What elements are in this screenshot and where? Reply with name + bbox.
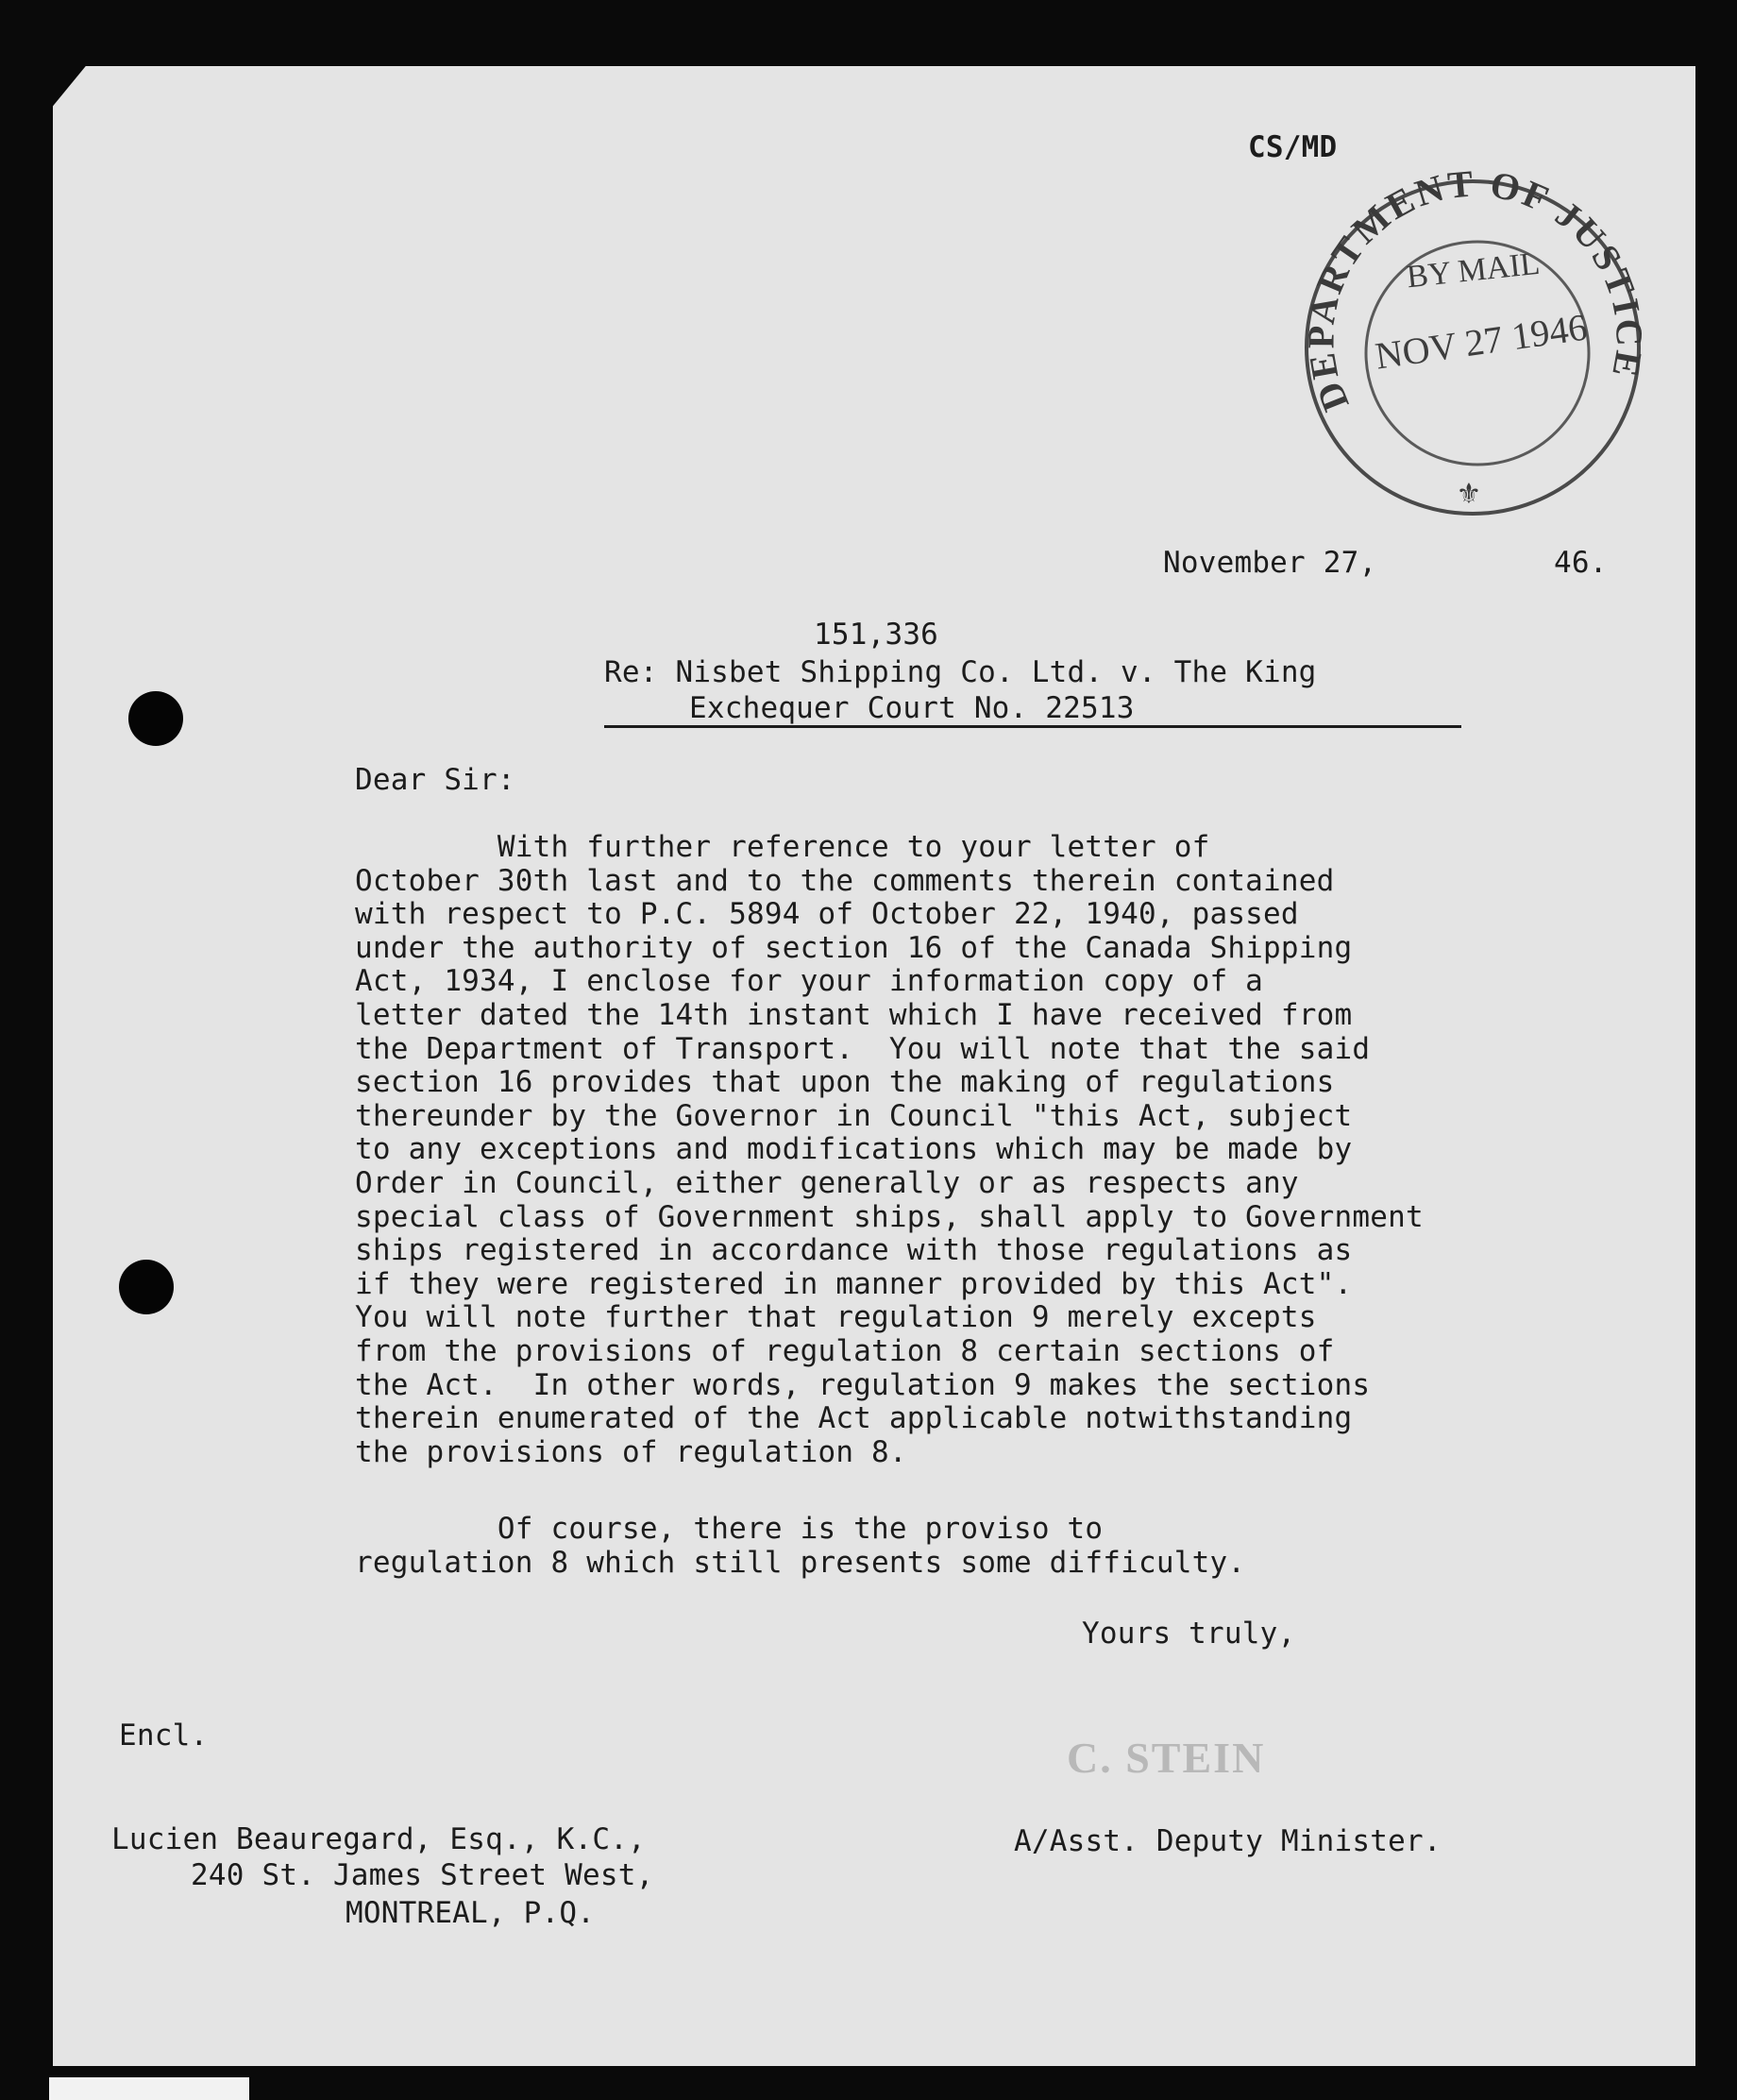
body-line: therein enumerated of the Act applicable notwithstanding bbox=[355, 1401, 1353, 1436]
body-line: section 16 provides that upon the making of regulations bbox=[355, 1065, 1335, 1100]
punch-hole-bottom bbox=[119, 1260, 174, 1314]
body-line: if they were registered in manner provided by this Act". bbox=[355, 1266, 1353, 1301]
body-line: under the authority of section 16 of the Canada Shipping bbox=[355, 930, 1353, 965]
court-line: Exchequer Court No. 22513 bbox=[689, 691, 1135, 725]
body-line: October 30th last and to the comments therein contained bbox=[355, 863, 1335, 898]
body-line: ships registered in accordance with those regulations as bbox=[355, 1233, 1353, 1268]
fleur-de-lis-icon: ⚜ bbox=[1456, 478, 1482, 511]
body-line: You will note further that regulation 9 merely excepts bbox=[355, 1300, 1317, 1335]
body-line: to any exceptions and modifications which may be made by bbox=[355, 1132, 1353, 1167]
film-frame-tab bbox=[49, 2077, 249, 2100]
body-line: Of course, there is the proviso to bbox=[355, 1512, 1104, 1546]
re-line: Re: Nisbet Shipping Co. Ltd. v. The King bbox=[604, 655, 1317, 689]
signer-title: A/Asst. Deputy Minister. bbox=[1014, 1824, 1442, 1858]
enclosure-note: Encl. bbox=[119, 1719, 209, 1753]
stamp-ring-text: DEPARTMENT OF JUSTICE bbox=[1299, 161, 1651, 417]
body-line: regulation 8 which still presents some difficulty. bbox=[355, 1545, 1246, 1580]
department-of-justice-stamp bbox=[1284, 159, 1661, 536]
body-line: the Act. In other words, regulation 9 makes the sections bbox=[355, 1367, 1371, 1402]
body-line: with respect to P.C. 5894 of October 22, 1940, passed bbox=[355, 897, 1299, 932]
body-line: special class of Government ships, shall apply to Government bbox=[355, 1199, 1424, 1234]
body-line: Act, 1934, I enclose for your information copy of a bbox=[355, 964, 1264, 999]
addressee-city: MONTREAL, P.Q. bbox=[346, 1896, 596, 1930]
stamp-date: NOV 27 1946 bbox=[1372, 305, 1590, 378]
punch-hole-top bbox=[128, 691, 183, 746]
body-line: the provisions of regulation 8. bbox=[355, 1434, 907, 1469]
file-number: 151,336 bbox=[814, 618, 939, 652]
salutation: Dear Sir: bbox=[355, 763, 515, 797]
body-line: With further reference to your letter of bbox=[355, 830, 1210, 864]
date-year: 46. bbox=[1554, 546, 1608, 580]
body-line: letter dated the 14th instant which I have received from bbox=[355, 997, 1353, 1032]
body-line: the Department of Transport. You will note that the said bbox=[355, 1031, 1371, 1066]
body-line: thereunder by the Governor in Council "this Act, subject bbox=[355, 1098, 1353, 1133]
closing: Yours truly, bbox=[1082, 1617, 1296, 1651]
signature-stamp: C. STEIN bbox=[1067, 1734, 1266, 1782]
header-initials: CS/MD bbox=[1248, 130, 1338, 164]
body-line: Order in Council, either generally or as respects any bbox=[355, 1165, 1299, 1200]
subject-underline bbox=[604, 725, 1461, 728]
addressee-street: 240 St. James Street West, bbox=[191, 1858, 654, 1892]
body-line: from the provisions of regulation 8 certain sections of bbox=[355, 1333, 1335, 1368]
body-paragraph-2 bbox=[355, 1513, 1245, 1580]
date-month-day: November 27, bbox=[1163, 546, 1377, 580]
svg-text:DEPARTMENT OF JUSTICE bbox=[1300, 161, 1651, 416]
addressee-name: Lucien Beauregard, Esq., K.C., bbox=[111, 1822, 646, 1856]
stamp-by-mail: BY MAIL bbox=[1405, 246, 1542, 296]
body-paragraph-1 bbox=[355, 831, 1424, 1469]
